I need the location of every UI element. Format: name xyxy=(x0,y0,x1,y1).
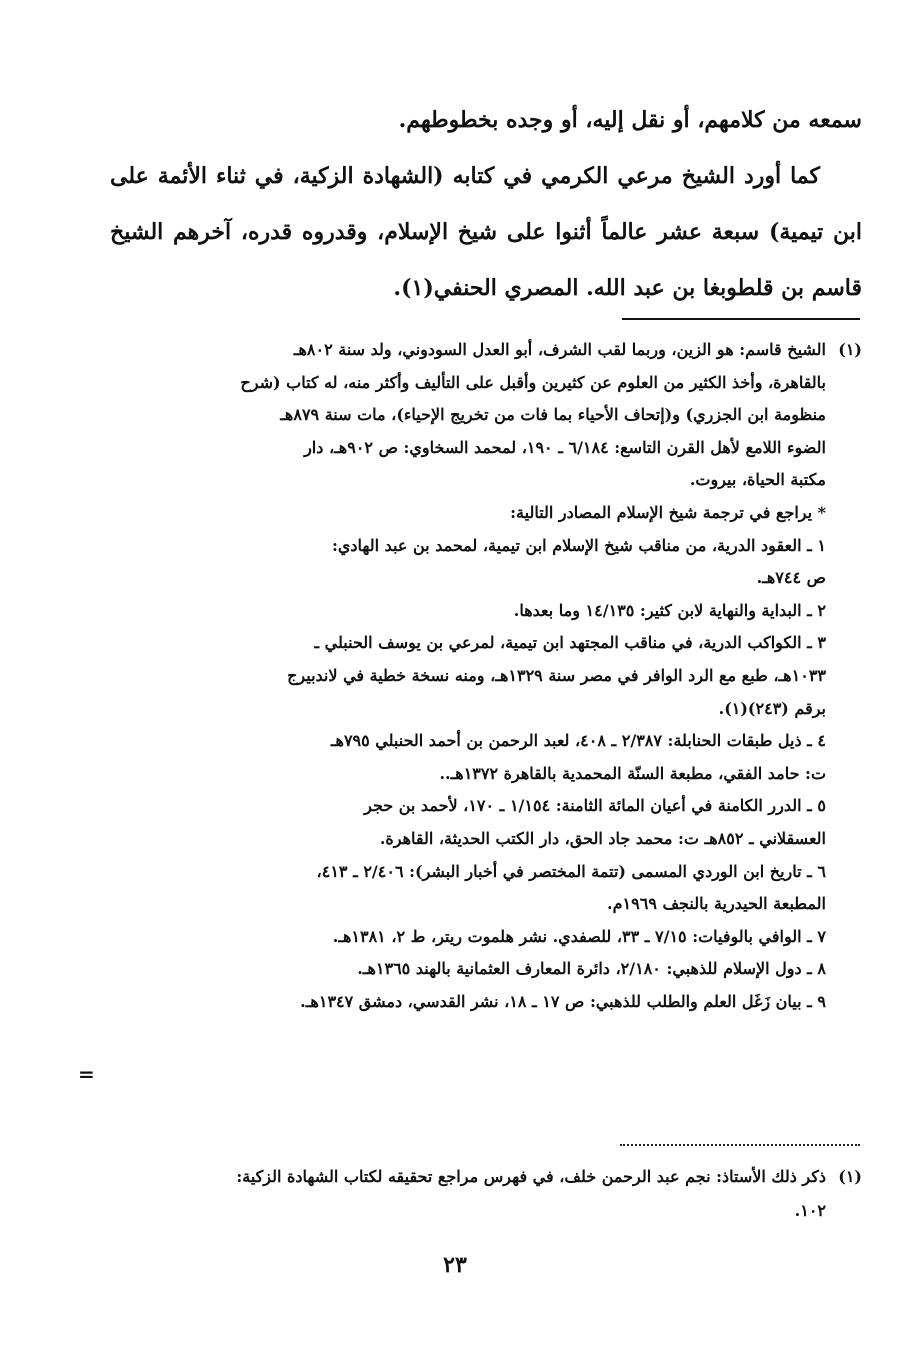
main-text-paragraph: كما أورد الشيخ مرعي الكرمي في كتابه (الشهادة الزكية، في ثناء الأئمة على ابن تيمية) سبعة عشر عالماً أثنوا على شيخ الإسلام، وقدروه قدره، آخرهم الشيخ قاسم بن قلطوبغا بن عبد الله. المصري الحنفي(١). xyxy=(110,163,862,301)
source-item: ٩ ـ بيان زَغَل العلم والطلب للذهبي: ص ١٧ ـ ١٨، نشر القدسي، دمشق ١٣٤٧هـ. xyxy=(300,991,826,1011)
footnote-separator-rule xyxy=(622,318,860,320)
note-line: ص ٧٤٤هـ. xyxy=(756,568,826,588)
footnote xyxy=(102,1160,862,1228)
note-line: العسقلاني ـ ٨٥٢هـ ت: محمد جاد الحق، دار الكتب الحديثة، القاهرة. xyxy=(379,828,826,848)
note-line: ١٠٣٣هـ، طبع مع الرد الوافر في مصر سنة ١٣٢٩هـ، ومنه نسخة خطية في لاندبيرج xyxy=(287,665,826,685)
biographical-note xyxy=(102,334,862,1018)
note-body xyxy=(102,334,826,1018)
page-number: ٢٣ xyxy=(443,1252,467,1278)
note-line: الضوء اللامع لأهل القرن التاسع: ٦/١٨٤ ـ ١٩٠، لمحمد السخاوي: ص ٩٠٢هـ، دار xyxy=(304,437,826,457)
source-item: ١ ـ العقود الدرية، من مناقب شيخ الإسلام ابن تيمية، لمحمد بن عبد الهادي: xyxy=(331,535,826,555)
note-line: منظومة ابن الجزري) و(إتحاف الأحياء بما فات من تخريج الإحياء)، مات سنة ٨٧٩هـ xyxy=(280,405,826,425)
source-item: ٣ ـ الكواكب الدرية، في مناقب المجتهد ابن تيمية، لمرعي بن يوسف الحنبلي ـ xyxy=(314,633,826,653)
note-line: برقم (٢٤٣)(١). xyxy=(718,698,826,718)
footnote-number: (١) xyxy=(838,1167,862,1186)
footnote-line: ذكر ذلك الأستاذ: نجم عبد الرحمن خلف، في فهرس مراجع تحقيقه لكتاب الشهادة الزكية: xyxy=(236,1167,826,1186)
dotted-separator xyxy=(620,1144,860,1146)
continuation-mark: = xyxy=(78,1062,95,1086)
sources-heading: * يراجع في ترجمة شيخ الإسلام المصادر التالية: xyxy=(510,502,826,522)
main-text-line-1: سمعه من كلامهم، أو نقل إليه، أو وجده بخطوطهم. xyxy=(398,107,862,133)
source-item: ٢ ـ البداية والنهاية لابن كثير: ١٤/١٣٥ وما بعدها. xyxy=(513,600,826,620)
source-item: ٧ ـ الوافي بالوفيات: ٧/١٥ ـ ٣٣، للصفدي. نشر هلموت ريتر، ط ٢، ١٣٨١هـ. xyxy=(332,926,826,946)
footnote-line: ١٠٢. xyxy=(794,1201,826,1220)
note-line: المطبعة الحيدرية بالنجف ١٩٦٩م. xyxy=(607,894,826,914)
note-line: الشيخ قاسم: هو الزين، وربما لقب الشرف، أبو العدل السودوني، ولد سنة ٨٠٢هـ xyxy=(293,340,826,359)
note-line: ت: حامد الفقي، مطبعة السنّة المحمدية بالقاهرة ١٣٧٢هـ.. xyxy=(439,763,826,783)
source-item: ٨ ـ دول الإسلام للذهبي: ٢/١٨٠، دائرة المعارف العثمانية بالهند ١٣٦٥هـ. xyxy=(357,959,826,979)
source-item: ٦ ـ تاريخ ابن الوردي المسمى (تتمة المختصر في أخبار البشر): ٢/٤٠٦ ـ ٤١٣، xyxy=(316,861,826,881)
note-line: بالقاهرة، وأخذ الكثير من العلوم عن كثيرين وأقبل على التأليف وأكثر منه، له كتاب (شرح xyxy=(240,372,826,392)
source-item: ٥ ـ الدرر الكامنة في أعيان المائة الثامنة: ١/١٥٤ ـ ١٧٠، لأحمد بن حجر xyxy=(364,796,826,816)
note-number: (١) xyxy=(838,340,862,359)
note-line: مكتبة الحياة، بيروت. xyxy=(689,470,826,490)
source-item: ٤ ـ ذيل طبقات الحنابلة: ٢/٣٨٧ ـ ٤٠٨، لعبد الرحمن بن أحمد الحنبلي ٧٩٥هـ xyxy=(330,731,826,751)
main-text xyxy=(110,92,862,316)
